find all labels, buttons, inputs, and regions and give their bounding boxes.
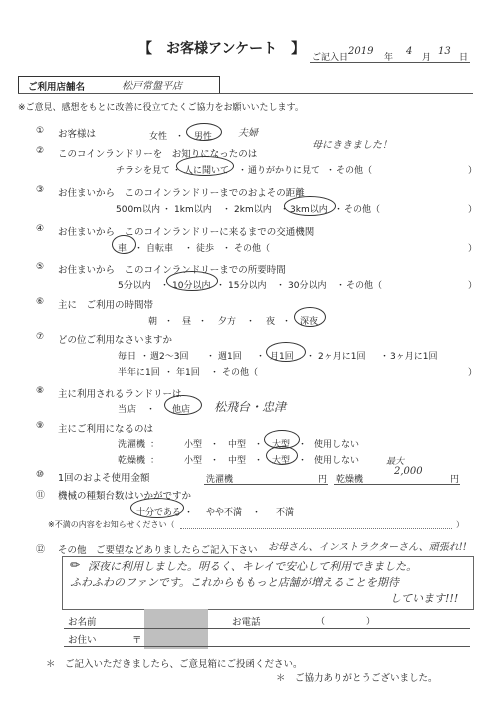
q9-dryer-large[interactable]: 大型: [272, 456, 291, 466]
q5-option-10min[interactable]: 10分以内: [172, 281, 211, 291]
q5-option-15min[interactable]: 15分以内: [228, 281, 267, 291]
q10-washer-line[interactable]: [204, 484, 328, 485]
q2-title: このコインランドリーを お知りになったのは: [58, 149, 258, 160]
q10-hw-max: 最大: [386, 457, 405, 467]
q1-number: ①: [36, 126, 45, 136]
q7-option-other[interactable]: その他（: [222, 368, 259, 378]
q8-number: ⑧: [36, 386, 45, 396]
q9-dryer-circle: [266, 446, 298, 465]
date-label: ご記入日: [312, 53, 349, 63]
q4-title: お住まいから このコインランドリーに来るまでの交通機関: [58, 227, 315, 238]
q6-option-noon[interactable]: 昼: [182, 317, 192, 327]
q7-option-yearly[interactable]: 年1回: [176, 368, 200, 378]
q11-note: ※不満の内容をお知らせください（: [48, 520, 175, 529]
q9-dryer-medium[interactable]: 中型: [228, 456, 247, 466]
q6-option-night[interactable]: 夜: [266, 317, 276, 327]
q1-handwriting: 夫婦: [238, 128, 258, 139]
q11-note-line[interactable]: [180, 528, 452, 529]
q9-row-dryer: 乾燥機: [118, 456, 146, 466]
q11-number: ⑪: [36, 491, 46, 501]
month-label: 月: [422, 53, 432, 63]
q11-circle-mark: [130, 498, 184, 518]
q8-title: 主に利用されるランドリーは: [58, 389, 182, 400]
q4-option-other[interactable]: その他（: [234, 244, 271, 254]
q4-circle-mark: [112, 235, 136, 254]
q7-title: どの位ご利用なさいますか: [58, 335, 173, 346]
q7-option-monthly[interactable]: 月1回: [270, 352, 294, 362]
footer-line1: ＊ ご記入いただきましたら、ご意見箱にご投函ください。: [46, 659, 303, 670]
postal-mark: 〒: [132, 635, 142, 646]
q6-title: 主に ご利用の時間帯: [58, 300, 154, 311]
q9-washer-none[interactable]: 使用しない: [314, 440, 360, 450]
pencil-icon: ✏: [70, 558, 81, 572]
q5-option-5min[interactable]: 5分以内: [118, 281, 151, 291]
q8-option-this-store[interactable]: 当店: [118, 405, 137, 415]
date-day-value: 13: [438, 46, 451, 57]
q11-title: 機械の種類台数はいかがですか: [58, 491, 192, 502]
q7-option-daily[interactable]: 毎日: [118, 352, 137, 362]
q3-option-2km[interactable]: 2km以内: [234, 205, 272, 215]
store-underline: [18, 93, 473, 94]
q3-title: お住まいから このコインランドリーまでのおよその距離: [58, 188, 305, 199]
q7-option-weekly[interactable]: 週1回: [218, 352, 242, 362]
phone-line[interactable]: [230, 628, 470, 629]
q2-circle-mark: [176, 156, 234, 176]
q11-option-somewhat[interactable]: やや不満: [206, 508, 243, 518]
q2-option-other[interactable]: その他（: [336, 166, 373, 176]
footer-line2: ＊ ご協力ありがとうございました。: [276, 673, 438, 684]
phone-label: お電話: [232, 617, 261, 628]
q5-title: お住まいから このコインランドリーまでの所要時間: [58, 265, 286, 276]
q7-number: ⑦: [36, 332, 45, 342]
q10-washer-label: 洗濯機: [206, 475, 234, 485]
q9-row-washer: 洗濯機: [118, 440, 146, 450]
q2-option-flyer[interactable]: チラシを見て: [116, 166, 171, 176]
q1-option-female[interactable]: 女性: [149, 132, 168, 142]
q7-option-quarterly[interactable]: 3ヶ月に1回: [390, 352, 438, 362]
q10-title: 1回のおよそ使用金額: [58, 473, 150, 484]
q12-hw-line1: お母さん、インストラクターさん、頑張れ!!: [268, 542, 467, 553]
q9-washer-medium[interactable]: 中型: [228, 440, 247, 450]
q6-circle-mark: [294, 307, 326, 327]
q9-dryer-none[interactable]: 使用しない: [314, 456, 360, 466]
q12-number: ⑫: [36, 545, 46, 555]
q6-option-evening[interactable]: 夕方: [218, 317, 237, 327]
survey-title: 【 お客様アンケート 】: [138, 41, 306, 57]
q2-handwriting: 母にききました！: [312, 140, 392, 151]
q7-circle-mark: [266, 342, 306, 362]
q2-number: ②: [36, 146, 45, 156]
q7-option-2-3-week[interactable]: 週2～3回: [150, 352, 189, 362]
year-label: 年: [384, 53, 394, 63]
date-underline: [310, 62, 470, 63]
q10-dryer-label: 乾燥機: [336, 475, 364, 485]
q7-option-half-year[interactable]: 半年に1回: [118, 368, 160, 378]
q12-hw-line4: しています!!!: [390, 592, 459, 605]
q10-number: ⑩: [36, 470, 45, 480]
q9-number: ⑨: [36, 421, 45, 431]
q9-washer-small[interactable]: 小型: [184, 440, 203, 450]
date-month-value: 4: [406, 46, 413, 57]
store-name: 松戸常盤平店: [122, 81, 182, 92]
name-line[interactable]: [64, 628, 234, 629]
q11-option-dissatisfied[interactable]: 不満: [276, 508, 295, 518]
q8-circle-mark: [164, 395, 202, 415]
q2-option-heard[interactable]: 人に聞いて: [184, 166, 230, 176]
q12-hw-line3: ふわふわのファンです。これからももっと店舗が増えることを期待: [70, 576, 399, 589]
q10-dryer-line[interactable]: [334, 484, 460, 485]
q4-option-car[interactable]: 車: [118, 244, 128, 254]
q12-title: その他 ご要望などありましたらご記入下さい: [58, 545, 258, 556]
redacted-block: [144, 609, 208, 649]
q1-title: お客様は: [58, 129, 97, 140]
q6-number: ⑥: [36, 297, 45, 307]
q1-option-male[interactable]: 男性: [194, 132, 213, 142]
store-label: ご利用店舗名: [28, 82, 86, 93]
q5-option-other[interactable]: その他（: [346, 281, 383, 291]
address-line[interactable]: [64, 646, 470, 647]
q5-option-30min[interactable]: 30分以内: [288, 281, 327, 291]
q4-option-walk[interactable]: 徒歩: [196, 244, 215, 254]
intro-text: ※ご意見、感想をもとに改善に役立てたくご協力をお願いいたします。: [18, 103, 304, 113]
q9-washer-large[interactable]: 大型: [272, 440, 291, 450]
q6-option-late-night[interactable]: 深夜: [300, 317, 319, 327]
q6-option-morning[interactable]: 朝: [148, 317, 158, 327]
q3-number: ③: [36, 185, 45, 195]
name-label: お名前: [68, 617, 97, 628]
q3-option-3km[interactable]: 3km以内: [290, 205, 328, 215]
q3-option-500m[interactable]: 500m以内: [116, 205, 160, 215]
day-label: 日: [459, 53, 469, 63]
date-year-value: 2019: [348, 46, 374, 57]
q11-option-enough[interactable]: 十分である: [136, 508, 182, 518]
q5-circle-mark: [166, 271, 218, 291]
q7-option-bimonthly[interactable]: 2ヶ月に1回: [318, 352, 366, 362]
q5-number: ⑤: [36, 262, 45, 272]
q2-option-passing[interactable]: 通りがかりに見て: [248, 166, 321, 176]
q8-handwriting: 松飛台・忠津: [214, 400, 287, 414]
q3-circle-mark: [284, 196, 336, 216]
q9-dryer-small[interactable]: 小型: [184, 456, 203, 466]
q4-option-bicycle[interactable]: 自転車: [146, 244, 174, 254]
q10-hw-amount: 2,000: [394, 466, 423, 477]
address-label: お住い: [68, 635, 97, 646]
q1-circle-mark: [186, 123, 222, 141]
q3-option-other[interactable]: その他（: [344, 205, 381, 215]
q9-title: 主にご利用になるのは: [58, 424, 154, 435]
q8-option-other-store[interactable]: 他店: [172, 405, 191, 415]
q12-hw-line2: 深夜に利用しました。明るく、キレイで安心して利用できました。: [88, 560, 418, 573]
q4-number: ④: [36, 224, 45, 234]
q3-option-1km[interactable]: 1km以内: [174, 205, 212, 215]
